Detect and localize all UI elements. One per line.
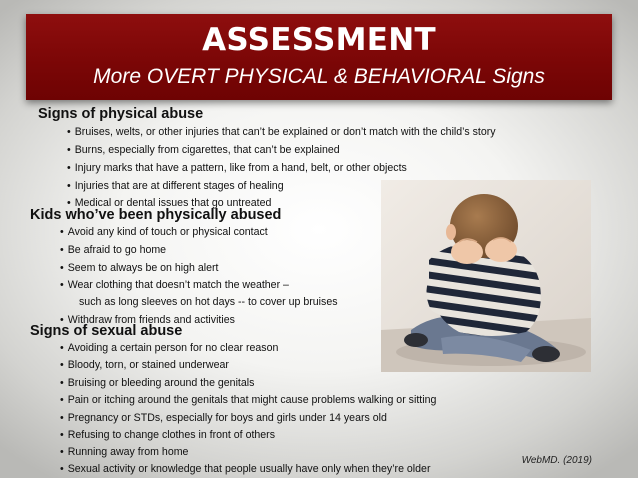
list-item — [60, 428, 275, 442]
bullet-glyph: • — [67, 162, 71, 174]
list-item — [60, 411, 387, 425]
bullet-glyph: • — [60, 244, 64, 256]
title-banner — [26, 14, 612, 100]
bullet-glyph: • — [60, 463, 64, 475]
bullet-text: Burns, especially from cigarettes, that can’t be explained — [74, 144, 340, 156]
bullet-glyph: • — [60, 262, 64, 274]
bullet-text: Bruises, welts, or other injuries that can’t be explained or don’t match with the child’s story — [74, 126, 496, 138]
slide-title: ASSESSMENT — [202, 22, 436, 58]
bullet-glyph: • — [60, 342, 64, 354]
bullet-text: Bruising or bleeding around the genitals — [67, 377, 255, 389]
bullet-text: Withdraw from friends and activities — [67, 314, 235, 326]
list-item — [60, 278, 289, 292]
heading-kids-abused: Kids who’ve been physically abused — [30, 207, 282, 223]
list-item — [60, 243, 166, 257]
list-item — [67, 161, 407, 175]
bullet-glyph: • — [60, 394, 64, 406]
bullet-text: Pregnancy or STDs, especially for boys and girls under 14 years old — [67, 412, 387, 424]
bullet-text: Injuries that are at different stages of healing — [74, 180, 284, 192]
bullet-glyph: • — [60, 314, 64, 326]
bullet-glyph: • — [60, 359, 64, 371]
bullet-glyph: • — [60, 279, 64, 291]
bullet-text: Pain or itching around the genitals that might cause problems walking or sitting — [67, 394, 437, 406]
bullet-glyph: • — [60, 377, 64, 389]
list-item — [60, 341, 278, 355]
bullet-glyph: • — [60, 226, 64, 238]
bullet-text: Refusing to change clothes in front of others — [67, 429, 276, 441]
slide-subtitle: More OVERT PHYSICAL & BEHAVIORAL Signs — [93, 65, 545, 88]
bullet-glyph: • — [67, 180, 71, 192]
bullet-text: Running away from home — [67, 446, 189, 458]
bullet-glyph: • — [60, 446, 64, 458]
bullet-glyph: • — [60, 429, 64, 441]
bullet-text: Bloody, torn, or stained underwear — [67, 359, 229, 371]
list-item — [67, 125, 496, 139]
bullet-text: Avoiding a certain person for no clear reason — [67, 342, 279, 354]
list-item — [60, 393, 436, 407]
list-item — [60, 261, 218, 275]
list-item — [60, 462, 430, 476]
bullet-glyph: • — [67, 144, 71, 156]
list-item — [67, 143, 340, 157]
bullet-text: Avoid any kind of touch or physical contact — [67, 226, 268, 238]
bullet-text: Be afraid to go home — [67, 244, 167, 256]
bullet-glyph: • — [60, 412, 64, 424]
list-item — [67, 179, 284, 193]
heading-physical-abuse: Signs of physical abuse — [38, 106, 204, 122]
bullet-text: Seem to always be on high alert — [67, 262, 219, 274]
bullet-glyph: • — [67, 126, 71, 138]
list-item — [60, 358, 229, 372]
list-item — [60, 225, 268, 239]
list-item — [60, 445, 188, 459]
heading-sexual-abuse: Signs of sexual abuse — [30, 323, 183, 339]
bullet-text: Injury marks that have a pattern, like from a hand, belt, or other objects — [74, 162, 407, 174]
bullet-text: Wear clothing that doesn’t match the weather – — [67, 279, 289, 291]
list-item — [60, 376, 254, 390]
bullet-text: Medical or dental issues that go untreated — [74, 197, 272, 209]
list-item-continuation: such as long sleeves on hot days -- to cover up bruises — [79, 296, 338, 308]
bullet-glyph: • — [67, 197, 71, 209]
child-distress-photo — [381, 180, 591, 372]
bullet-text: Sexual activity or knowledge that people usually have only when they’re older — [67, 463, 431, 475]
citation: WebMD. (2019) — [521, 455, 592, 466]
